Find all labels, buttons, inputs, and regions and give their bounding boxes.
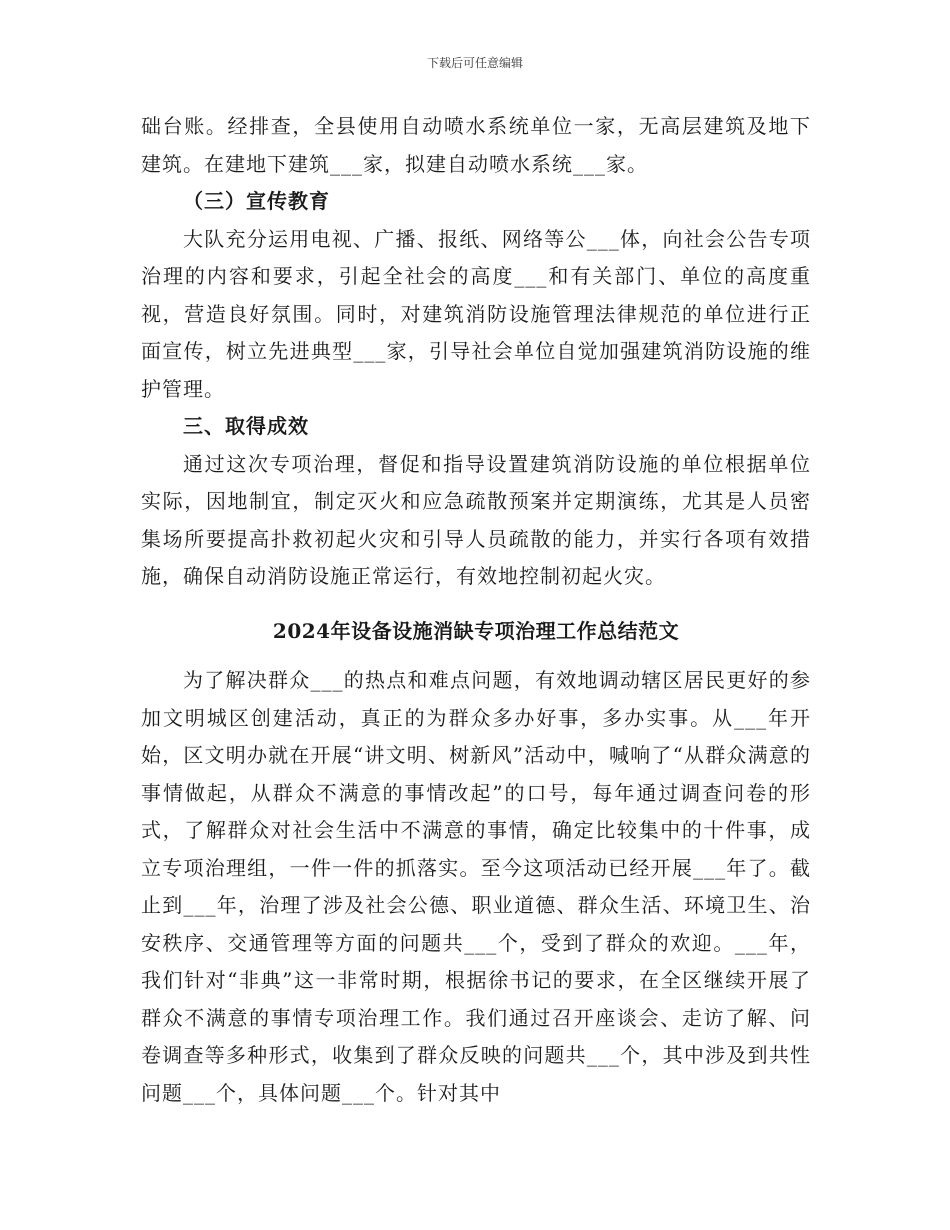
paragraph-intro: 为了解决群众___的热点和难点问题，有效地调动辖区居民更好的参加文明城区创建活动，真正的为群众多办好事，多办实事。从___年开始，区文明办就在开展“讲文明、树新风”活动中，喊响了“从群众满意的事情做起，从群众不满意的事情改起”的口号，每年通过调查问卷的形式，了解群众对社会生活中不满意的事情，确定比较集中的十件事，成立专项治理组，一件一件的抓落实。至今这项活动已经开展___年了。截止到___年，治理了涉及社会公德、职业道德、群众生活、环境卫生、治安秩序、交通管理等方面的问题共___个，受到了群众的欢迎。___年，我们针对“非典”这一非常时期，根据徐书记的要求，在全区继续开展了群众不满意的事情专项治理工作。我们通过召开座谈会、走访了解、问卷调查等多种形式，收集到了群众反映的问题共___个，其中涉及到共性问题___个，具体问题___个。针对其中 [141, 668, 811, 1105]
page-header: 下载后可任意编辑 [426, 56, 523, 70]
paragraph-results: 通过这次专项治理，督促和指导设置建筑消防设施的单位根据单位实际，因地制宜，制定灭火和应急疏散预案并定期演练，尤其是人员密集场所要提高扑救初起火灾和引导人员疏散的能力，并实行各项有效措施，确保自动消防设施正常运行，有效地控制初起火灾。 [141, 451, 811, 588]
document-title: 2024年设备设施消缺专项治理工作总结范文 [272, 618, 680, 643]
paragraph-publicity: 大队充分运用电视、广播、报纸、网络等公___体，向社会公告专项治理的内容和要求，引起全社会的高度___和有关部门、单位的高度重视，营造良好氛围。同时，对建筑消防设施管理法律规范的单位进行正面宣传，树立先进典型___家，引导社会单位自觉加强建筑消防设施的维护管理。 [141, 226, 811, 401]
section-heading-publicity: （三）宣传教育 [183, 189, 330, 213]
paragraph-ledger: 础台账。经排查，全县使用自动喷水系统单位一家，无高层建筑及地下建筑。在建地下建筑___家，拟建自动喷水系统___家。 [141, 114, 811, 176]
document-body [141, 108, 811, 1112]
section-heading-results: 三、取得成效 [183, 414, 309, 438]
